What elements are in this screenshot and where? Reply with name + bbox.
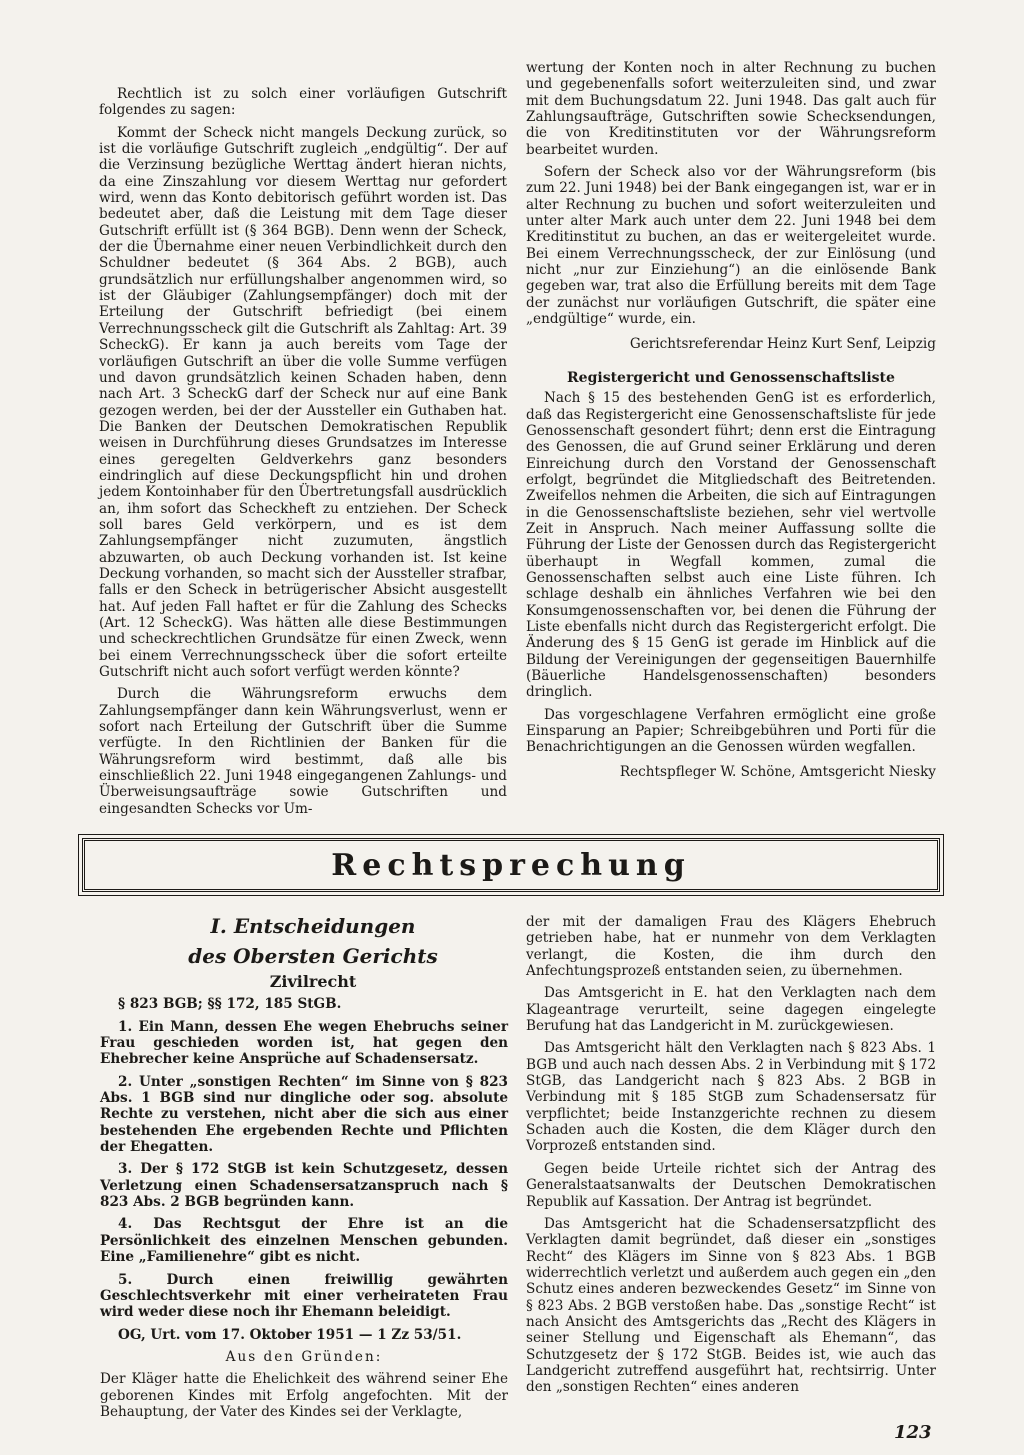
banner-title: Rechtsprechung (331, 847, 691, 883)
citation: § 823 BGB; §§ 172, 185 StGB. (118, 996, 342, 1013)
headnote: 5. Durch einen freiwillig gewährten Geschlechtsverkehr mit einer verheirateten Frau wird weder diese noch ihr Ehemann beleidigt. (100, 1271, 508, 1321)
top-left-column (99, 86, 507, 823)
paragraph: Kommt der Scheck nicht mangels Deckung zurück, so ist die vorläufige Gutschrift zugleich „endgültig“. Der auf die Verzinsung bezügliche Werttag ändert hieran nichts, da eine Zinszahlung vor diesem Werttag nur gefordert wird, wenn das Konto debitorisch geführt worden ist. Das bedeutet aber, daß die Leistung mit dem Tage dieser Gutschrift erfüllt ist (§ 364 BGB). Denn wenn der Scheck, der die Übernahme einer neuen Verbindlichkeit durch den Schuldner bedeutet (§ 364 Abs. 2 BGB), auch grundsätzlich nur erfüllungshalber angenommen wird, so ist der Gläubiger (Zahlungsempfänger) doch mit der Erteilung der Gutschrift befriedigt (bei einem Verrechnungsscheck gilt die Gutschrift als Zahltag: Art. 39 ScheckG). Er kann ja auch bereits vom Tage der vorläufigen Gutschrift an über die volle Summe verfügen und davon grundsätzlich keinen Schaden haben, denn nach Art. 3 ScheckG darf der Scheck nur auf eine Bank gezogen werden, bei der der Aussteller ein Guthaben hat. Die Banken der Deutschen Demokratischen Republik weisen in Durchführung dieses Grundsatzes im Interesse eines geregelten Geldverkehrs ganz besonders eindringlich auf diese Deckungspflicht hin und drohen jedem Kontoinhaber für den Übertretungsfall ausdrücklich an, ihm sofort das Scheckheft zu entziehen. Der Scheck soll bares Geld verkörpern, und es ist dem Zahlungsempfänger nicht zuzumuten, ängstlich abzuwarten, ob auch Deckung vorhanden ist. Ist keine Deckung vorhanden, so macht sich der Aussteller strafbar, falls er den Scheck in betrügerischer Absicht ausgestellt hat. Auf jeden Fall haftet er für die Zahlung des Schecks (Art. 12 ScheckG). Was hätten alle diese Bestimmungen und scheckrechtlichen Grundsätze für einen Zweck, wenn bei einem Verrechnungsscheck über die sofort erteilte Gutschrift nicht auch sofort verfügt werden könnte? (99, 124, 507, 681)
paragraph: Nach § 15 des bestehenden GenG ist es erforderlich, daß das Registergericht eine Genossenschaftsliste für jede Genossenschaft gesondert führt; denn erst die Eintragung des Genossen, die auf Grund seiner Erklärung und deren Einreichung durch den Vorstand der Genossenschaft erfolgt, begründet die Mitgliedschaft des Beitretenden. Zweifellos nehmen die Arbeiten, die sich auf Eintragungen in die Genossenschaftsliste beziehen, sehr viel wertvolle Zeit in Anspruch. Nach meiner Auffassung sollte die Führung der Liste der Genossen durch das Registergericht überhaupt in Wegfall kommen, zumal die Genossenschaften selbst auch eine Liste führen. Ich schlage deshalb ein ähnliches Verfahren wie bei den Konsumgenossenschaften vor, bei denen die Führung der Liste ebenfalls nicht durch das Registergericht erfolgt. Die Änderung des § 15 GenG ist gerade im Hinblick auf die Bildung der Vereinigungen der gegenseitigen Bauernhilfe (Bäuerliche Handelsgenossenschaften) besonders dringlich. (526, 390, 936, 701)
section-title: des Obersten Gerichts (188, 944, 438, 968)
author-signature: Rechtspfleger W. Schöne, Amtsgericht Niesky (619, 763, 936, 780)
bottom-left-column (100, 914, 508, 1426)
paragraph: Das vorgeschlagene Verfahren ermöglicht eine große Einsparung an Papier; Schreibgebühren und Porti für die Benachrichtigungen an die Genossen würden wegfallen. (526, 706, 936, 756)
paragraph: Das Amtsgericht hält den Verklagten nach § 823 Abs. 1 BGB und auch nach dessen Abs. 2 in Verbindung mit § 172 StGB, das Landgericht nach § 823 Abs. 2 BGB in Verbindung mit § 185 StGB zum Schadensersatz für verpflichtet; beide Instanzgerichte rechnen zu diesem Schaden auch die Kosten, die dem Kläger durch den Vorprozeß entstanden sind. (526, 1040, 936, 1155)
headnote: 2. Unter „sonstigen Rechten“ im Sinne von § 823 Abs. 1 BGB sind nur dingliche oder sog. absolute Rechte zu verstehen, nicht aber die sich aus einer bestehenden Ehe ergebenden Rechte und Pflichten der Ehegatten. (100, 1073, 508, 1156)
paragraph: Durch die Währungsreform erwuchs dem Zahlungsempfänger dann kein Währungsverlust, wenn er sofort nach Erteilung der Gutschrift über die Summe verfügte. In den Richtlinien der Banken für die Währungsreform wird bestimmt, daß alle bis einschließlich 22. Juni 1948 eingegangenen Zahlungs- und Überweisungsaufträge sowie Gutschriften und eingesandten Schecks vor Um- (99, 686, 507, 817)
section-title: I. Entscheidungen (210, 914, 416, 938)
paragraph: Der Kläger hatte die Ehelichkeit des während seiner Ehe geborenen Kindes mit Erfolg angefochten. Mit der Behauptung, der Vater des Kindes sei der Verklagte, (100, 1371, 508, 1420)
paragraph: Sofern der Scheck also vor der Währungsreform (bis zum 22. Juni 1948) bei der Bank eingegangen ist, war er in alter Rechnung zu buchen und sofort weiterzuleiten und unter alter Mark auch unter dem 22. Juni 1948 bei dem Kreditinstitut zu buchen, an das er weitergeleitet wurde. Bei einem Verrechnungsscheck, der zur Einlösung (und nicht „nur zur Einziehung“) an die einlösende Bank gegeben war, trat also die Erfüllung bereits mit dem Tage der zunächst nur vorläufigen Gutschrift, die später eine „endgültige“ wurde, ein. (526, 164, 936, 328)
paragraph: Das Amtsgericht hat die Schadensersatzpflicht des Verklagten damit begründet, daß dieser ein „sonstiges Recht“ des Klägers im Sinne von § 823 Abs. 1 BGB widerrechtlich verletzt und außerdem auch gegen ein „den Schutz eines anderen bezweckendes Gesetz“ im Sinne von § 823 Abs. 2 BGB verstoßen habe. Das „sonstige Recht“ ist nach Ansicht des Amtsgerichts das „Recht des Klägers in seiner Stellung und Eigenschaft als Ehemann“, das Schutzgesetz der § 172 StGB. Beides ist, wie auch das Landgericht zutreffend ausgeführt hat, rechtsirrig. Unter den „sonstigen Rechten“ eines anderen (526, 1215, 936, 1396)
paragraph: der mit der damaligen Frau des Klägers Ehebruch getrieben habe, hat er nunmehr von dem Verklagten verlangt, die Kosten, die ihm durch den Anfechtungsprozeß entstanden seien, zu übernehmen. (526, 914, 936, 980)
paragraph: wertung der Konten noch in alter Rechnung zu buchen und gegebenenfalls sofort weiterzuleiten sind, und zwar mit dem Buchungsdatum 22. Juni 1948. Das galt auch für Zahlungsaufträge, Gutschriften sowie Schecksendungen, die von Kreditinstituten vor der Währungsreform bearbeitet wurden. (526, 60, 936, 158)
headnote: 1. Ein Mann, dessen Ehe wegen Ehebruchs seiner Frau geschieden worden ist, hat gegen den Ehebrecher keine Ansprüche auf Schadensersatz. (100, 1018, 508, 1068)
article-heading: Registergericht und Genossenschaftsliste (567, 369, 895, 386)
reasons-heading: Aus den Gründen: (225, 1348, 383, 1365)
paragraph: Rechtlich ist zu solch einer vorläufigen Gutschrift folgendes zu sagen: (99, 86, 507, 119)
court-reference: OG, Urt. vom 17. Oktober 1951 — 1 Zz 53/51. (118, 1326, 462, 1343)
section-subtitle: Zivilrecht (269, 972, 357, 991)
section-banner (82, 838, 940, 892)
top-right-column (526, 60, 936, 786)
headnote: 3. Der § 172 StGB ist kein Schutzgesetz, dessen Verletzung einen Schadensersatzanspruch nach § 823 Abs. 2 BGB begründen kann. (100, 1161, 508, 1211)
paragraph: Das Amtsgericht in E. hat den Verklagten nach dem Klageantrage verurteilt, seine dagegen eingelegte Berufung hat das Landgericht in M. zurückgewiesen. (526, 985, 936, 1035)
headnote: 4. Das Rechtsgut der Ehre ist an die Persönlichkeit des einzelnen Menschen gebunden. Eine „Familienehre“ gibt es nicht. (100, 1216, 508, 1266)
paragraph: Gegen beide Urteile richtet sich der Antrag des Generalstaatsanwalts der Deutschen Demokratischen Republik auf Kassation. Der Antrag ist begründet. (526, 1160, 936, 1210)
author-signature: Gerichtsreferendar Heinz Kurt Senf, Leipzig (629, 335, 936, 352)
bottom-right-column (526, 914, 936, 1402)
page-number: 123 (894, 1422, 932, 1443)
